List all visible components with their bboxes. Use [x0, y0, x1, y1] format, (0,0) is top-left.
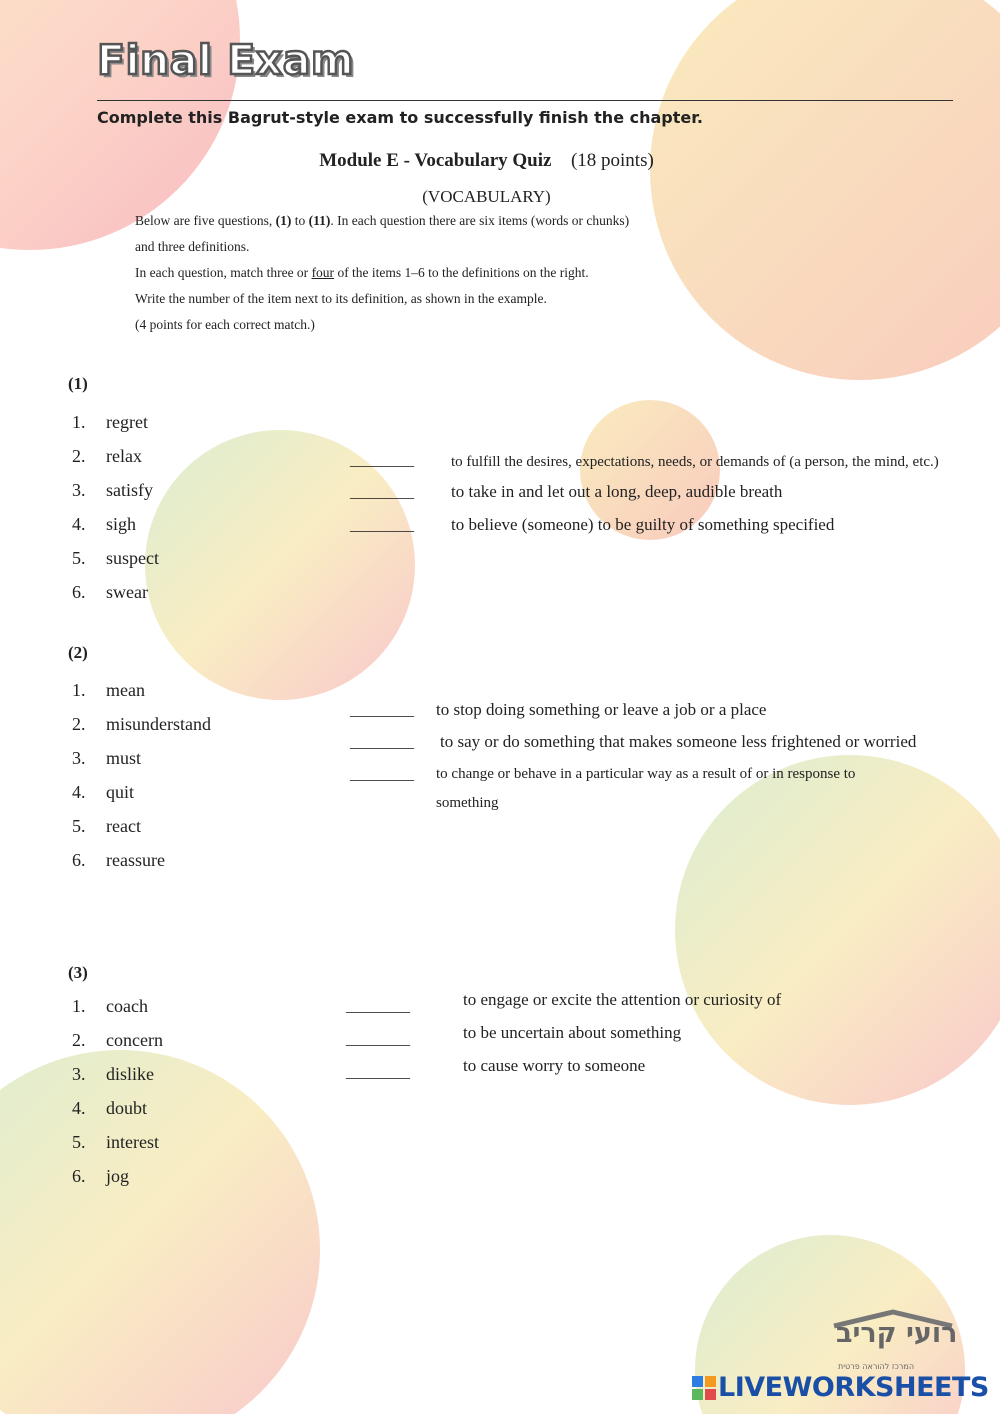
definition-text: to take in and let out a long, deep, audible breath [451, 482, 783, 501]
word-item: 3. dislike [72, 1064, 154, 1084]
definition-text: to change or behave in a particular way as a result of or in response to [436, 766, 856, 782]
question-label: (2) [68, 643, 88, 662]
word-item: 4. sigh [72, 514, 137, 534]
word-item: 1. regret [72, 412, 148, 432]
definition-text: to fulfill the desires, expectations, needs, or demands of (a person, the mind, etc.) [451, 454, 939, 470]
question-label: (3) [68, 963, 88, 982]
word-item: 5. suspect [72, 548, 159, 568]
word-item: 5. interest [72, 1132, 159, 1152]
instruction-line: Write the number of the item next to its definition, as shown in the example. [135, 291, 547, 306]
section-label: (VOCABULARY) [422, 187, 551, 206]
word-item: 3. satisfy [72, 480, 153, 500]
answer-blank[interactable]: ________ [346, 1064, 410, 1081]
answer-blank[interactable]: ________ [346, 998, 410, 1015]
instruction-line: and three definitions. [135, 239, 250, 254]
word-item: 6. jog [72, 1166, 130, 1186]
badge-text [592, 1376, 594, 1377]
answer-blank[interactable]: ________ [350, 452, 414, 469]
definition-text-continued: something [436, 795, 499, 811]
word-item: 2. relax [72, 446, 142, 466]
word-item: 4. doubt [72, 1098, 148, 1118]
answer-blank[interactable]: ________ [350, 734, 414, 751]
answer-blank[interactable]: ________ [346, 1031, 410, 1048]
definition-text: to engage or excite the attention or curiosity of [463, 990, 782, 1009]
word-item: 1. mean [72, 680, 145, 700]
definition-text: to stop doing something or leave a job or a place [436, 700, 767, 719]
word-item: 2. misunderstand [72, 714, 211, 734]
word-item: 1. coach [72, 996, 148, 1016]
definition-text: to cause worry to someone [463, 1056, 646, 1075]
answer-blank[interactable]: ________ [350, 766, 414, 783]
instruction-line: (4 points for each correct match.) [135, 317, 315, 332]
definition-text: to believe (someone) to be guilty of something specified [451, 515, 835, 534]
instruction-line: In each question, match three or four of the items 1–6 to the definitions on the right. [135, 265, 589, 280]
logo-hebrew: רועי קריב [836, 1318, 958, 1349]
logo-tagline: המרכז להוראה פרטית [838, 1362, 915, 1371]
word-item: 4. quit [72, 782, 135, 802]
module-points: (18 points) [570, 150, 654, 171]
word-item: 6. swear [72, 582, 148, 602]
liveworksheets-logo[interactable]: LIVEWORKSHEETS [718, 1372, 989, 1403]
answer-blank[interactable]: ________ [350, 517, 414, 534]
definition-text: to be uncertain about something [463, 1023, 682, 1042]
answer-blank[interactable]: ________ [350, 702, 414, 719]
word-item: 3. must [72, 748, 142, 768]
word-item: 6. reassure [72, 850, 165, 870]
word-item: 2. concern [72, 1030, 163, 1050]
module-heading [0, 150, 973, 172]
instruction-line: Below are five questions, (1) to (11). In each question there are six items (words or chunks) [135, 213, 630, 228]
page-subtitle: Complete this Bagrut-style exam to successfully finish the chapter. [97, 108, 703, 127]
question-label: (1) [68, 374, 88, 393]
title-divider [97, 100, 953, 101]
page-title: Final Exam [97, 36, 355, 84]
answer-blank[interactable]: ________ [350, 484, 414, 501]
module-title: Module E - Vocabulary Quiz [319, 150, 552, 171]
definition-text: to say or do something that makes someone less frightened or worried [440, 732, 917, 751]
liveworksheets-badge-icon [692, 1376, 716, 1400]
word-item: 5. react [72, 816, 141, 836]
